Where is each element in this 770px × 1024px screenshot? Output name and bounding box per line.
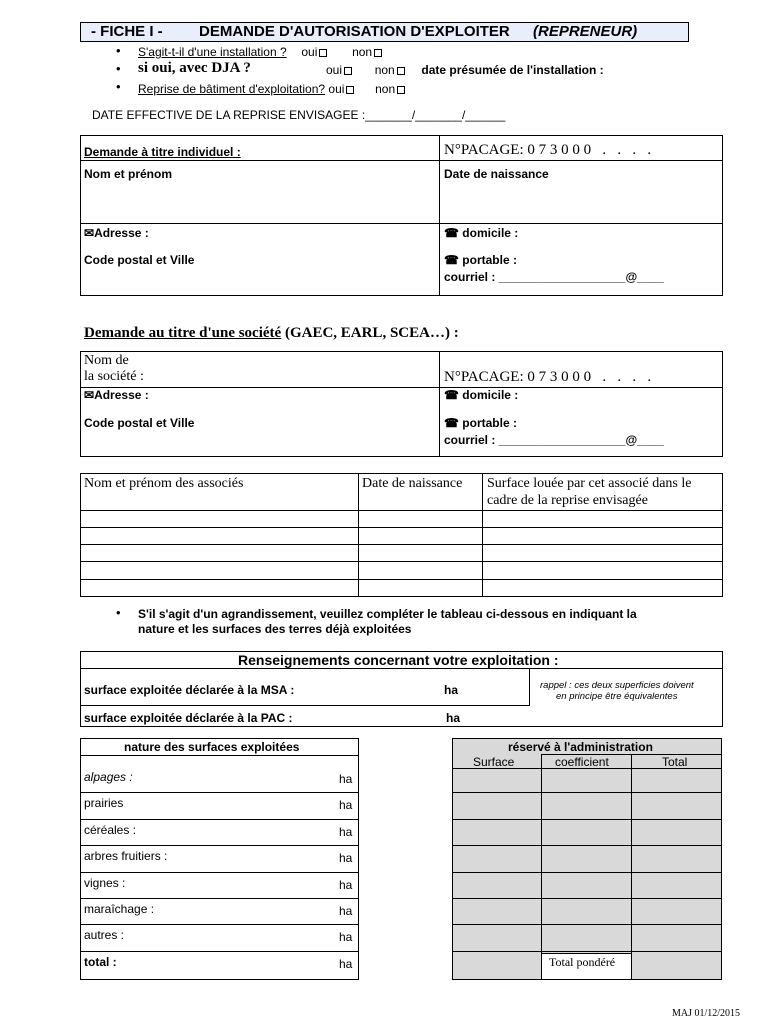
phone-icon: ☎ [444, 416, 463, 430]
installation-non-checkbox[interactable] [374, 49, 382, 57]
societe-domicile: ☎ domicile : [444, 388, 519, 402]
admin-row-divider [452, 819, 722, 820]
title-bar [80, 22, 689, 42]
individuel-portable: ☎ portable : [444, 253, 517, 267]
admin-row-divider [452, 898, 722, 899]
dja-question: si oui, avec DJA ? [138, 60, 251, 76]
societe-nom-line2: la société : [84, 369, 144, 384]
envelope-icon: ✉ [84, 388, 95, 402]
rappel-line2: en principe être équivalentes [556, 691, 678, 702]
batiment-non-label: non [375, 82, 396, 96]
batiment-question: Reprise de bâtiment d'exploitation? [138, 82, 326, 96]
nature-row-label: alpages : [84, 770, 133, 784]
footer-version: MAJ 01/12/2015 [672, 1008, 741, 1019]
phone-icon: ☎ [444, 226, 463, 240]
batiment-non-checkbox[interactable] [397, 86, 405, 94]
nature-row-label: vignes : [84, 876, 126, 890]
batiment-oui-label: oui [328, 82, 345, 96]
bullet-installation [138, 45, 386, 59]
admin-col-total: Total [662, 755, 688, 769]
admin-row-divider [452, 845, 722, 846]
societe-nom-line1: Nom de [84, 353, 129, 368]
phone-icon: ☎ [444, 388, 463, 402]
admin-header: réservé à l'administration [508, 740, 653, 754]
admin-row-divider [452, 924, 722, 925]
societe-title: Demande au titre d'une société (GAEC, EARL, SCEA…) : [84, 325, 459, 341]
nature-row-label: céréales : [84, 823, 137, 837]
nature-row-label: total : [84, 955, 117, 969]
admin-col-coefficient: coefficient [555, 755, 609, 769]
associes-col-naissance: Date de naissance [362, 476, 463, 491]
societe-cp-ville: Code postal et Ville [84, 416, 195, 430]
bullet-dot-2: • [116, 61, 121, 76]
nature-row-label: prairies [84, 796, 124, 810]
nature-row-label: autres : [84, 928, 125, 942]
associes-col-surface-2: cadre de la reprise envisagée [487, 493, 648, 508]
societe-courriel: courriel : ___________________@____ [444, 433, 664, 447]
bullet-batiment [138, 82, 409, 96]
individuel-pacage: N°PACAGE: 0 7 3 0 0 0 . . . . [444, 142, 652, 158]
nature-row-unit: ha [339, 798, 353, 812]
societe-pacage: N°PACAGE: 0 7 3 0 0 0 . . . . [444, 369, 652, 385]
installation-oui-label: oui [301, 45, 318, 59]
nature-row-unit: ha [339, 825, 353, 839]
title-main: DEMANDE D'AUTORISATION D'EXPLOITER [199, 23, 510, 40]
pac-unit: ha [446, 711, 461, 725]
dja-oui-label: oui [326, 63, 343, 77]
total-pondere-label: Total pondéré [549, 955, 616, 969]
nature-row-unit: ha [339, 851, 353, 865]
title-sub: (REPRENEUR) [533, 23, 638, 40]
nature-row-label: arbres fruitiers : [84, 849, 168, 863]
admin-table [452, 738, 722, 980]
societe-adresse: ✉Adresse : [84, 388, 149, 402]
societe-portable: ☎ portable : [444, 416, 517, 430]
title-fiche: - FICHE I - [91, 23, 163, 40]
nature-row-unit: ha [339, 957, 353, 971]
individuel-courriel: courriel : ___________________@____ [444, 270, 664, 284]
associes-col-surface-1: Surface louée par cet associé dans le [487, 476, 692, 491]
bullet-dot-4: • [116, 605, 121, 620]
installation-oui-checkbox[interactable] [319, 49, 327, 57]
dja-non-checkbox[interactable] [397, 67, 405, 75]
bullet-dot-1: • [116, 43, 121, 58]
rappel-line1: rappel : ces deux superficies doivent [540, 680, 694, 691]
dja-oui-checkbox[interactable] [344, 67, 352, 75]
msa-unit: ha [444, 683, 459, 697]
pac-label: surface exploitée déclarée à la PAC : [84, 711, 293, 725]
individuel-adresse: ✉Adresse : [84, 226, 149, 240]
admin-row-divider [452, 951, 722, 952]
admin-row-divider [452, 872, 722, 873]
msa-label: surface exploitée déclarée à la MSA : [84, 683, 295, 697]
batiment-oui-checkbox[interactable] [346, 86, 354, 94]
individuel-cp-ville: Code postal et Ville [84, 253, 195, 267]
renseignements-title: Renseignements concernant votre exploitation : [238, 652, 559, 668]
agrandissement-line2: nature et les surfaces des terres déjà exploitées [138, 622, 412, 636]
nature-header: nature des surfaces exploitées [124, 740, 300, 754]
admin-col-surface: Surface [473, 755, 515, 769]
date-reprise: DATE EFFECTIVE DE LA REPRISE ENVISAGEE :_______/_______/______ [92, 108, 506, 122]
individuel-nom-label: Nom et prénom [84, 167, 173, 181]
nature-row-unit: ha [339, 772, 353, 786]
date-installation-label: date présumée de l'installation : [421, 63, 604, 77]
associes-col-nom: Nom et prénom des associés [84, 476, 244, 491]
nature-row-unit: ha [339, 930, 353, 944]
installation-non-label: non [352, 45, 373, 59]
agrandissement-line1: S'il s'agit d'un agrandissement, veuillez compléter le tableau ci-dessous en indiquant la [138, 607, 637, 621]
installation-question: S'agit-t-il d'une installation ? [138, 45, 287, 59]
admin-row-divider [452, 792, 722, 793]
individuel-domicile: ☎ domicile : [444, 226, 519, 240]
individuel-naissance-label: Date de naissance [444, 167, 549, 181]
nature-row-unit: ha [339, 878, 353, 892]
nature-row-label: maraîchage : [84, 902, 155, 916]
individuel-title: Demande à titre individuel : [84, 145, 241, 159]
dja-non-label: non [374, 63, 395, 77]
phone-icon: ☎ [444, 253, 463, 267]
envelope-icon: ✉ [84, 226, 95, 240]
bullet-dot-3: • [116, 79, 121, 94]
bullet-dja-options [326, 63, 604, 77]
nature-row-unit: ha [339, 904, 353, 918]
